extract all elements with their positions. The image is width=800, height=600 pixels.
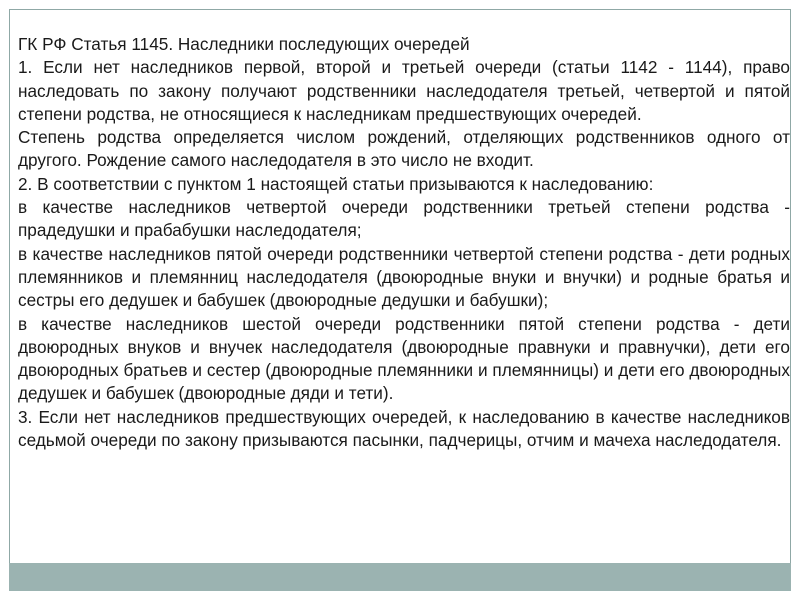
paragraph-3: 2. В соответствии с пунктом 1 настоящей статьи призываются к наследованию:: [18, 173, 654, 194]
paragraph-7: 3. Если нет наследников предшествующих очередей, к наследованию в качестве наследников седьмой очереди по закону призываются пасынки, падчерицы, отчим и мачеха наследодателя.: [18, 406, 790, 451]
paragraph-5: в качестве наследников пятой очереди родственники четвертой степени родства - дети родных племянников и племянниц наследодателя (двоюродные внуки и внучки) и родные братья и сестры его дедушек и бабушек (двоюродные дедушки и бабушки);: [18, 243, 790, 311]
paragraph-1: 1. Если нет наследников первой, второй и третьей очереди (статьи 1142 - 1144), право наследовать по закону получают родственники наследодателя третьей, четвертой и пятой степени родства, не относящиеся к наследникам предшествующих очередей.: [18, 57, 790, 124]
article-title: ГК РФ Статья 1145. Наследники последующих очередей: [18, 34, 470, 54]
paragraph-2: Степень родства определяется числом рождений, отделяющих родственников одного от другого. Рождение самого наследодателя в это число не входит.: [18, 127, 790, 171]
paragraph-6: в качестве наследников шестой очереди родственники пятой степени родства - дети двоюродных внуков и внучек наследодателя (двоюродные правнуки и правнучки), дети его двоюродных братьев и сестер (двоюродные племянники и племянницы) и дети его двоюродных дедушек и бабушек (двоюродные дяди и тети).: [18, 313, 790, 404]
slide-footer-band: [9, 563, 791, 591]
article-text: [18, 33, 790, 452]
paragraph-4: в качестве наследников четвертой очереди родственники третьей степени родства - прадедушки и прабабушки наследодателя;: [18, 197, 790, 241]
